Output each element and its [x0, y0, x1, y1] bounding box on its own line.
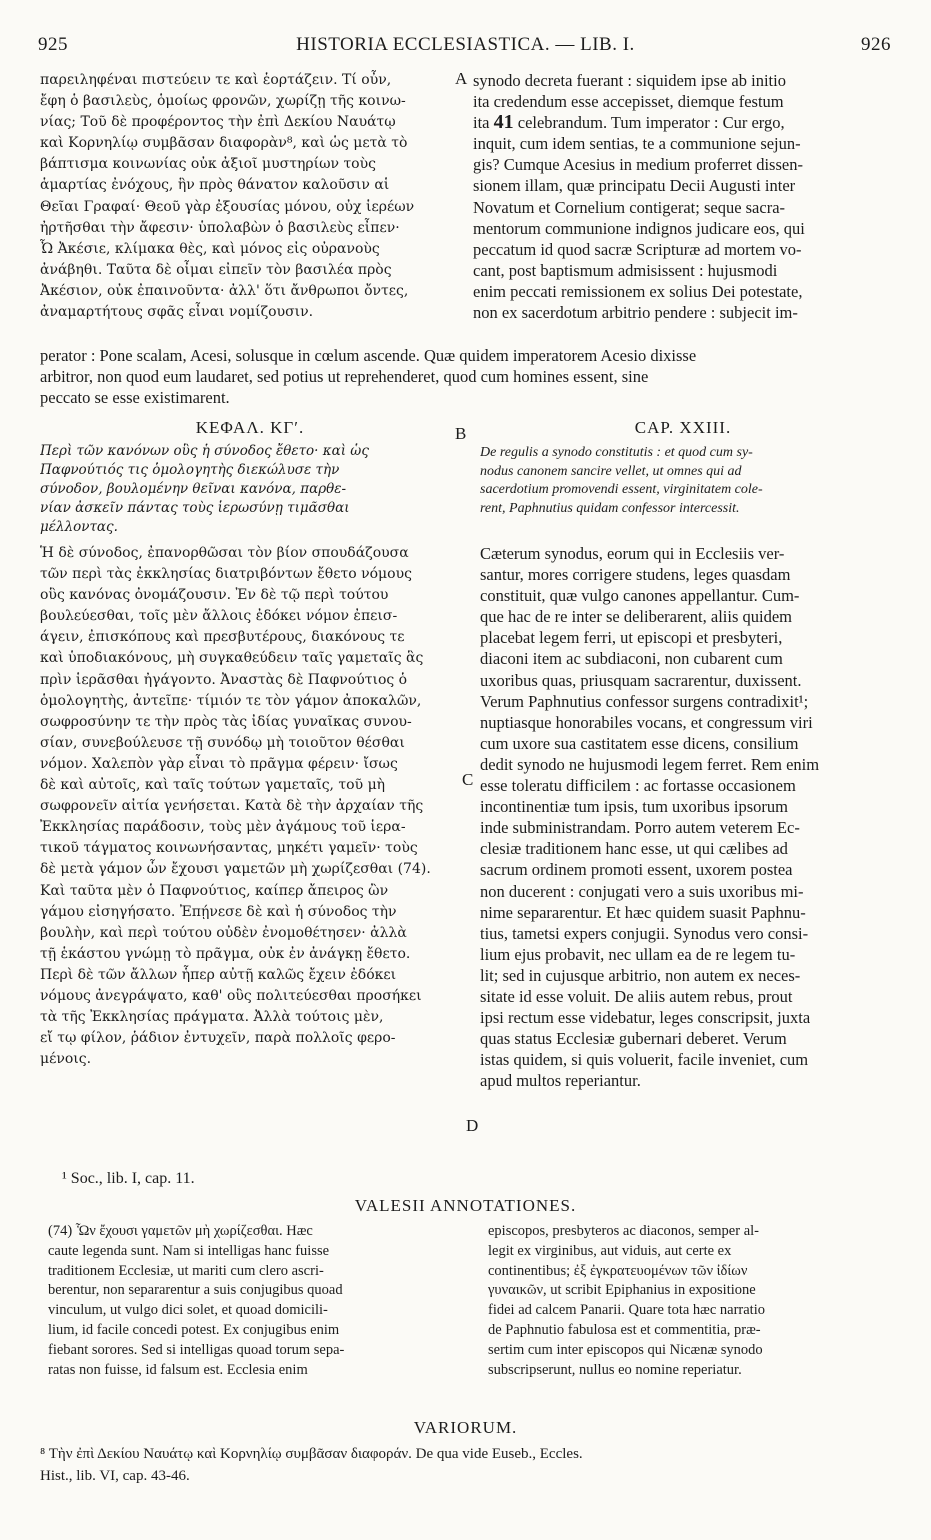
text-line: non ex sacerdotum arbitrio pendere : subjecit im-	[473, 303, 798, 323]
text-line: ⁸ Τὴν ἐπὶ Δεκίου Ναυάτῳ καὶ Κορνηλίῳ συμβᾶσαν διαφοράν. De qua vide Euseb., Eccles.	[40, 1446, 583, 1462]
text-line: vinculum, ut vulgo dici solet, et quoad domicili-	[48, 1302, 328, 1319]
summary-line: σύνοδον, βουλομένην θεῖναι κανόνα, παρθε-	[40, 481, 347, 497]
summary-line: nodus canonem sancire vellet, ut omnes qui ad	[480, 463, 742, 479]
text-line: placebat legem ferri, ut episcopi et presbyteri,	[480, 628, 783, 648]
text-line: σίαν, συνεβούλευσε τῇ συνόδῳ μὴ τοιοῦτον θέσθαι	[40, 734, 405, 751]
text-line: nime separarentur. Et hæc quidem suasit Paphnu-	[480, 902, 806, 922]
text-line: ὁμολογητὴς, ἀντεῖπε· τίμιόν τε τὸν γάμον ἀποκαλῶν,	[40, 692, 422, 709]
text-line: caute legenda sunt. Nam si intelligas hanc fuisse	[48, 1242, 330, 1259]
text-line: (74) Ὧν ἔχουσι γαμετῶν μὴ χωρίζεσθαι. Hæc	[48, 1223, 313, 1239]
variorum-title: VARIORUM.	[413, 1418, 518, 1437]
text-line: δὲ καὶ αὐτοῖς, καὶ ταῖς τούτων γαμεταῖς, τοῦ μὴ	[40, 777, 386, 794]
text-line: Ἐκκλησίας παράδοσιν, τοὺς μὲν ἀγάμους τοῦ ἱερα-	[40, 819, 406, 836]
text-line: οὓς κανόνας ὀνομάζουσιν. Ἐν δὲ τῷ περὶ τούτου	[40, 587, 389, 604]
running-header	[0, 34, 931, 64]
text-line: perator : Pone scalam, Acesi, solusque in cœlum ascende. Quæ quidem imperatorem Acesio dixisse	[40, 346, 697, 365]
text-line: subscripserunt, nullus eo nomine reperiatur.	[488, 1361, 742, 1378]
margin-marker-c: C	[462, 770, 474, 789]
annotations-right-column	[488, 1222, 898, 1380]
text-line: τῶν περὶ τὰς ἐκκλησίας διατριβόντων ἔθετο νόμους	[40, 566, 412, 583]
text-line: peccato se esse existimarent.	[40, 388, 230, 407]
text-line: καὶ ὑποδιακόνους, μὴ συγκαθεύδειν ταῖς γαμεταῖς ἃς	[40, 650, 424, 667]
text-line: de Paphnutio fabulosa est et commentitia, præ-	[488, 1321, 761, 1338]
text-line: βουλὴν, καὶ περὶ τούτου οὐδὲν ἐνομοθέτησεν· ἀλλὰ	[40, 924, 407, 941]
text-line: παρειληφέναι πιστεύειν τε καὶ ἑορτάζειν. Τί οὖν,	[40, 72, 392, 88]
text-line: sacrum ordinem promoti essent, uxorem postea	[480, 860, 793, 880]
margin-marker-a: A	[455, 69, 468, 88]
text-line: non ducerent : conjugati vero a suis uxoribus mi-	[480, 881, 804, 901]
annotations-left-column	[48, 1222, 466, 1380]
text-line: βουλεύεσθαι, τοῖς μὲν ἄλλοις ἐδόκει νόμον ἐπεισ-	[40, 608, 398, 625]
text-line: incontinentiæ tum ipsis, tum uxoribus ipsorum	[480, 797, 789, 817]
text-line: ἔφη ὁ βασιλεὺς, ὁμοίως φρονῶν, χωρίζῃ τῆς κοινω-	[40, 93, 406, 110]
text-line: νόμον. Χαλεπὸν γὰρ εἶναι τὸ πρᾶγμα φέρειν· ἴσως	[40, 755, 398, 772]
text-line: apud multos reperiantur.	[480, 1071, 641, 1091]
text-line: dedit synodo ne hujusmodi legem ferret. Rem enim	[480, 754, 820, 774]
text-line: enim peccati remissionem ex solius Dei potestate,	[473, 281, 803, 301]
text-line: istas quidem, si quis voluerit, facile inveniet, cum	[480, 1050, 809, 1070]
text-line: nuptiasque honorabiles vocans, et congressum viri	[480, 712, 813, 732]
text-line: Ἡ δὲ σύνοδος, ἐπανορθῶσαι τὸν βίον σπουδάζουσα	[40, 545, 409, 561]
text-line: ipsi rectum esse videbatur, leges conscripsit, juxta	[480, 1008, 811, 1028]
text-line: legit ex virginibus, aut viduis, aut certe ex	[488, 1242, 732, 1259]
text-line: clesiæ traditionem hanc esse, ut qui cælibes ad	[480, 839, 788, 859]
text-line: Verum Paphnutius confessor surgens contradixit¹;	[480, 691, 809, 711]
chapter-title-greek: ΚΕΦΑΛ. ΚΓʹ.	[195, 418, 305, 437]
full-width-text	[40, 345, 895, 408]
summary-line: sacerdotium promovendi essent, virginitatem cole-	[480, 482, 763, 497]
text-line: άγειν, ἐπισκόπους καὶ πρεσβυτέρους, διακόνους τε	[40, 629, 405, 646]
greek-column-top	[40, 70, 460, 323]
text-line: ἀνάβηθι. Ταῦτα δὲ οἶμαι εἰπεῖν τὸν βασιλέα πρὸς	[40, 261, 392, 278]
chapter-summary-greek	[40, 442, 460, 537]
text-fragment: ita	[473, 113, 490, 133]
text-line: Novatum et Cornelium contigerat; seque sacra-	[473, 197, 786, 217]
text-line: cum uxore sua castitatem esse dicens, consilium	[480, 733, 799, 753]
text-line: γυναικῶν, ut scribit Epiphanius in expositione	[488, 1282, 756, 1299]
text-line: inquit, cum idem sentias, te a communione sejun-	[473, 134, 801, 154]
text-line: δὲ μετὰ γάμον ὧν ἔχουσι γαμετῶν μὴ χωρίζεσθαι (74).	[40, 861, 431, 878]
text-line: σωφρονεῖν αἰτία γενήσεται. Κατὰ δὲ τὴν ἀρχαίαν τῆς	[40, 798, 424, 815]
text-line: καὶ Κορνηλίῳ συμβᾶσαν διαφορὰν⁸, καὶ ὡς μετὰ τὸ	[40, 135, 408, 152]
text-line: ἠρτῆσθαι τὴν ἄφεσιν· ὑπολαβὼν ὁ βασιλεὺς εἶπεν·	[40, 219, 400, 236]
margin-marker-b: B	[455, 424, 467, 443]
text-line: inde subministrandam. Porro autem veterem Ec-	[480, 818, 800, 838]
text-line: uxoribus quas, priusquam sacrarentur, duxissent.	[480, 670, 802, 690]
text-line: peccatum id quod sacræ Scripturæ ad mortem vo-	[473, 239, 802, 259]
page-number-right: 926	[861, 34, 891, 55]
text-line: σωφροσύνην τε τὴν πρὸς τὰς ἰδίας γυναῖκας συνου-	[40, 713, 412, 730]
greek-column-body	[40, 543, 460, 1070]
text-line: ita credendum esse accepisset, diemque festum	[473, 92, 784, 112]
text-line: γάμου εἰσηγήσατο. Ἐπῄνεσε δὲ καὶ ἡ σύνοδος τὴν	[40, 903, 397, 920]
text-fragment: celebrandum. Tum imperator : Cur ergo,	[517, 113, 785, 133]
text-line: lium ejus probavit, nec ullam ea de re legem tu-	[480, 944, 796, 964]
text-line: gis? Cumque Acesius in medium proferret dissen-	[473, 155, 803, 175]
text-line: traditionem Ecclesiæ, ut mariti cum clero ascri-	[48, 1262, 324, 1279]
text-line: πρὶν ἱερᾶσθαι ἠγάγοντο. Ἀναστὰς δὲ Παφνούτιος ὁ	[40, 671, 408, 688]
latin-column-top	[473, 70, 893, 323]
text-line: Θεῖαι Γραφαί· Θεοῦ γὰρ ἐξουσίας μόνου, οὐχ ἱερέων	[40, 198, 415, 215]
running-title: HISTORIA ECCLESIASTICA. — LIB. I.	[296, 34, 635, 55]
text-line: quas status Ecclesiæ gubernari deberet. Verum	[480, 1029, 787, 1049]
text-line: Hist., lib. VI, cap. 43-46.	[40, 1468, 190, 1484]
text-line: sitate id esse voluit. De aliis autem rebus, prout	[480, 986, 793, 1006]
text-line	[473, 112, 893, 133]
text-line: fidei ad calcem Panarii. Quare tota hæc narratio	[488, 1302, 765, 1319]
summary-line: νίαν ἀσκεῖν πάντας τοὺς ἱερωσύνῃ τιμᾶσθαι	[40, 500, 350, 516]
text-line: Ὦ Ἀκέσιε, κλίμακα θὲς, καὶ μόνος εἰς οὐρανοὺς	[40, 240, 380, 257]
text-line: Ἀκέσιον, οὐκ ἐπαινοῦντα· ἀλλ' ὅτι ἄνθρωποι ὄντες,	[40, 282, 409, 299]
text-line: Cæterum synodus, eorum qui in Ecclesiis ver-	[480, 544, 785, 563]
text-line: que hac de re inter se deliberarent, aliis quidem	[480, 607, 792, 627]
latin-column-body	[480, 543, 895, 1091]
text-line: τῇ ἑκάστου γνώμῃ τὸ πρᾶγμα, οὐκ ἐν ἀνάγκῃ ἔθετο.	[40, 945, 411, 962]
variorum-note	[40, 1443, 891, 1487]
text-line: santur, mores corrigere studens, leges quasdam	[480, 565, 791, 585]
text-line: esse toleratu difficilem : ac fortasse occasionem	[480, 776, 796, 796]
text-line: νόμους ἀνεγράψατο, καθ' οὓς πολιτεύεσθαι προσήκει	[40, 987, 422, 1004]
text-line: βάπτισμα κοινωνίας οὐκ ἀξιοῖ μυστηρίων τοὺς	[40, 156, 376, 173]
text-line: sionem illam, quæ principatu Decii Augusti inter	[473, 176, 796, 196]
text-line: diaconi item ac subdiaconi, non cubarent cum	[480, 649, 783, 669]
text-line: Καὶ ταῦτα μὲν ὁ Παφνούτιος, καίπερ ἄπειρος ὢν	[40, 882, 389, 899]
text-line: lit; sed in cujusque arbitrio, non autem ex neces-	[480, 965, 801, 985]
text-line: synodo decreta fuerant : siquidem ipse ab initio	[473, 71, 786, 90]
margin-marker-d: D	[466, 1116, 479, 1135]
text-line: mentorum communione indignos judicare eos, qui	[473, 218, 805, 238]
text-line: μένοις.	[40, 1051, 92, 1068]
text-line: episcopos, presbyteros ac diaconos, semper al-	[488, 1223, 759, 1239]
summary-line: De regulis a synodo constitutis : et quod cum sy-	[480, 445, 753, 460]
text-line: continentibus; ἐξ ἐγκρατευομένων τῶν ἰδίων	[488, 1262, 748, 1279]
text-line: εἴ τῳ φίλον, ῥάδιον ἐντυχεῖν, παρὰ πολλοῖς φερο-	[40, 1030, 396, 1047]
footnote: ¹ Soc., lib. I, cap. 11.	[62, 1170, 195, 1187]
page-number-left: 925	[38, 34, 68, 55]
text-line: sertim cum inter episcopos qui Nicænæ synodo	[488, 1341, 763, 1358]
text-line: ἁμαρτίας ἐνόχους, ἣν πρὸς θάνατον καλοῦσιν αἱ	[40, 177, 390, 194]
text-line: constituit, quæ vulgo canones appellantur. Cum-	[480, 586, 800, 606]
text-line: τὰ τῆς Ἐκκλησίας πράγματα. Ἀλλὰ τούτοις μὲν,	[40, 1009, 384, 1026]
chapter-summary-latin	[480, 444, 895, 518]
text-line: ἀναμαρτήτους σφᾶς εἶναι νομίζουσιν.	[40, 304, 314, 321]
text-line: lium, id facile concedi potest. Ex conjugibus enim	[48, 1321, 340, 1338]
text-line: cant, post baptismum admisissent : hujusmodi	[473, 260, 778, 280]
annotations-title: VALESII ANNOTATIONES.	[354, 1196, 577, 1215]
summary-line: rent, Paphnutius quidam confessor intercessit.	[480, 500, 740, 516]
column-number: 41	[493, 112, 514, 134]
text-line: ratas non fuisse, id falsum est. Ecclesia enim	[48, 1361, 308, 1378]
text-line: tius, tametsi expers conjugii. Synodus vero consi-	[480, 923, 809, 943]
summary-line: μέλλοντας.	[40, 519, 118, 535]
summary-line: Περὶ τῶν κανόνων οὓς ἡ σύνοδος ἔθετο· καὶ ὡς	[40, 443, 369, 459]
text-line: τικοῦ τάγματος κοινωνήσαντας, μηκέτι γαμεῖν· τοὺς	[40, 840, 418, 857]
summary-line: Παφνούτιός τις ὁμολογητὴς διεκώλυσε τὴν	[40, 462, 340, 478]
text-line: νίας; Τοῦ δὲ προφέροντος τὴν ἐπὶ Δεκίου Ναυάτῳ	[40, 114, 396, 131]
text-line: Περὶ δὲ τῶν ἄλλων ἧπερ αὐτῇ καλῶς ἔχειν ἐδόκει	[40, 966, 397, 983]
chapter-title-latin: CAP. XXIII.	[634, 418, 732, 437]
text-line: berentur, non separarentur a suis conjugibus quoad	[48, 1282, 343, 1299]
text-line: arbitror, non quod eum laudaret, sed potius ut reprehenderet, quod cum homines essent, sine	[40, 367, 649, 386]
text-line: fiebant sorores. Sed si intelligas quoad torum sepa-	[48, 1341, 345, 1358]
